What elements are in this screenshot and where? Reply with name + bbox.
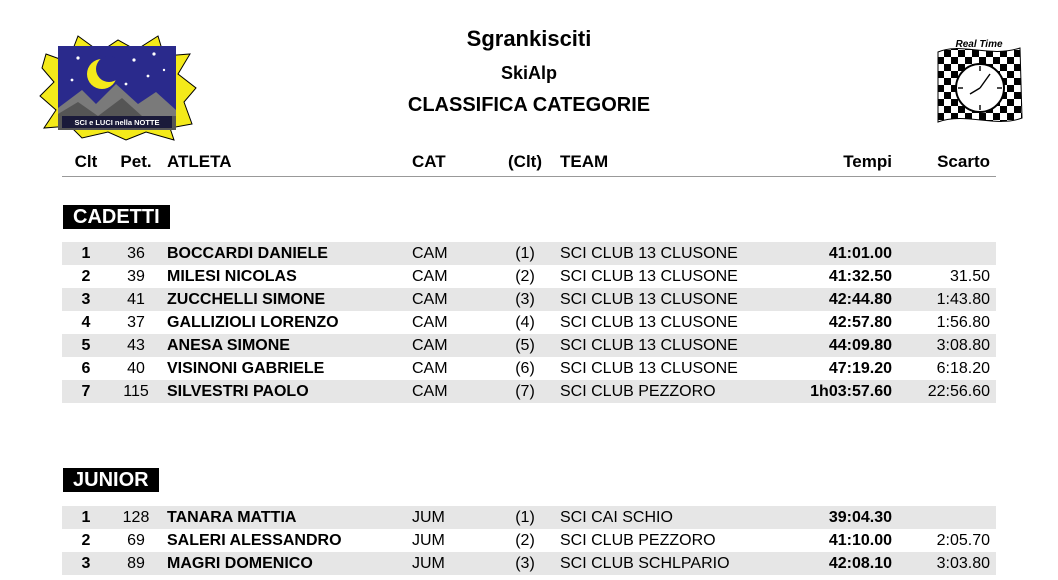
row-athlete: MILESI NICOLAS [167,268,297,285]
row-cat: CAM [412,291,448,308]
row-gap: 3:08.80 [936,337,990,354]
col-header-cat: CAT [412,152,446,171]
row-cat: CAM [412,245,448,262]
row-cat: JUM [412,555,445,572]
row-pet: 39 [127,268,145,285]
col-header-team: TEAM [560,152,609,171]
row-team: SCI CLUB 13 CLUSONE [560,360,738,377]
row-athlete: ANESA SIMONE [167,337,290,354]
row-pos: (2) [515,268,535,285]
row-pos: (7) [515,383,535,400]
row-time: 39:04.30 [828,509,892,526]
row-pet: 40 [127,360,145,377]
row-team: SCI CLUB 13 CLUSONE [560,268,738,285]
event-subtitle: SkiAlp [500,63,557,83]
table-row [62,311,996,334]
row-pos: (5) [515,337,535,354]
row-clt: 6 [81,360,91,377]
results-list-cadetti [62,242,996,403]
row-clt: 1 [81,509,91,526]
row-clt: 4 [81,314,91,331]
row-time: 41:10.00 [828,532,892,549]
col-header-athlete: ATLETA [167,152,232,171]
row-team: SCI CAI SCHIO [560,509,673,526]
row-time: 47:19.20 [828,360,892,377]
results-list-junior [62,506,996,575]
table-row [62,265,996,288]
col-header-time: Tempi [843,152,892,171]
logo-left-text: SCI e LUCI nella NOTTE [74,118,160,127]
row-athlete: SALERI ALESSANDRO [167,532,342,549]
row-athlete: MAGRI DOMENICO [167,555,313,572]
row-gap: 22:56.60 [927,383,990,400]
table-row [62,334,996,357]
row-team: SCI CLUB 13 CLUSONE [560,314,738,331]
row-gap: 31.50 [949,268,990,285]
row-athlete: ZUCCHELLI SIMONE [167,291,326,308]
row-athlete: TANARA MATTIA [167,509,297,526]
logo-right-text: Real Time [955,39,1003,50]
row-pet: 115 [123,383,149,400]
category-heading-junior: JUNIOR [63,468,159,492]
table-row [62,288,996,311]
row-time: 42:08.10 [828,555,892,572]
row-team: SCI CLUB 13 CLUSONE [560,291,738,308]
row-pet: 36 [127,245,145,262]
row-team: SCI CLUB 13 CLUSONE [560,337,738,354]
row-time: 42:57.80 [828,314,892,331]
row-clt: 5 [81,337,91,354]
row-cat: CAM [412,383,448,400]
row-cat: CAM [412,360,448,377]
row-pos: (4) [515,314,535,331]
col-header-clt: Clt [74,152,98,171]
real-time-logo [930,36,1028,132]
row-pet: 43 [127,337,145,354]
row-pos: (3) [515,291,535,308]
row-pos: (1) [515,245,535,262]
row-gap: 1:43.80 [936,291,990,308]
row-pos: (2) [515,532,535,549]
col-header-gap: Scarto [937,152,990,171]
column-header-row [62,152,996,177]
table-row [62,552,996,575]
col-header-pet: Pet. [120,152,152,171]
row-team: SCI CLUB PEZZORO [560,532,716,549]
row-clt: 1 [81,245,91,262]
row-pet: 37 [127,314,145,331]
row-team: SCI CLUB 13 CLUSONE [560,245,738,262]
row-athlete: VISINONI GABRIELE [167,360,325,377]
table-row [62,506,996,529]
event-title: Sgrankisciti [466,26,592,51]
row-time: 1h03:57.60 [810,383,892,400]
col-header-pos: (Clt) [508,152,542,171]
row-team: SCI CLUB SCHLPARIO [560,555,730,572]
row-time: 41:32.50 [828,268,892,285]
row-pet: 128 [122,509,150,526]
table-row [62,357,996,380]
table-row [62,529,996,552]
row-clt: 2 [81,268,91,285]
row-athlete: GALLIZIOLI LORENZO [167,314,339,331]
table-row [62,242,996,265]
category-heading-cadetti: CADETTI [63,205,170,229]
table-row [62,380,996,403]
row-clt: 3 [81,291,91,308]
row-pos: (6) [515,360,535,377]
row-athlete: SILVESTRI PAOLO [167,383,309,400]
row-gap: 1:56.80 [936,314,990,331]
row-cat: CAM [412,268,448,285]
row-pet: 89 [127,555,145,572]
row-gap: 6:18.20 [936,360,990,377]
results-heading: CLASSIFICA CATEGORIE [407,94,651,116]
row-time: 42:44.80 [828,291,892,308]
row-pos: (3) [515,555,535,572]
row-gap: 3:03.80 [936,555,990,572]
row-athlete: BOCCARDI DANIELE [167,245,328,262]
row-time: 44:09.80 [828,337,892,354]
row-gap: 2:05.70 [936,532,990,549]
row-clt: 3 [81,555,91,572]
row-pos: (1) [515,509,535,526]
row-time: 41:01.00 [828,245,892,262]
row-clt: 2 [81,532,91,549]
row-team: SCI CLUB PEZZORO [560,383,716,400]
row-cat: CAM [412,337,448,354]
row-cat: JUM [412,532,445,549]
row-clt: 7 [81,383,91,400]
row-pet: 69 [127,532,145,549]
row-cat: CAM [412,314,448,331]
sci-e-luci-logo [38,32,198,142]
row-pet: 41 [127,291,145,308]
row-cat: JUM [412,509,445,526]
